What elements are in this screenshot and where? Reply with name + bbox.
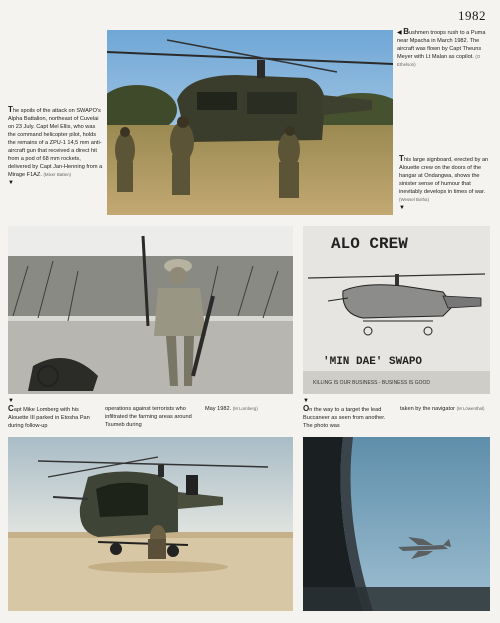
buccaneer-photo <box>303 437 490 611</box>
puma-caption: ◀ Bushmen troops rush to a Puma near Mpacha in March 1982. The aircraft was flown by Capt Theuns Meyer with Lt Malan as copilot. (O Ethelson) <box>397 27 486 67</box>
page-year: 1982 <box>458 8 486 23</box>
lomberg-caption-col1: ▼ Capt Mike Lomberg with his Alouette III parked in Etosha Pan during follow-up <box>8 398 90 429</box>
caption-pointer-icon: ▼ <box>8 398 14 404</box>
buccaneer-caption-col1: ▼ On the way to a target the lead Buccaneer as seen from another. The photo was <box>303 398 386 429</box>
lomberg-caption-col2: operations against terrorists who infiltrated the farming areas around Tsumeb during <box>105 406 192 428</box>
caption-pointer-icon: ▼ <box>399 205 405 211</box>
caption-pointer-icon: ◀ <box>397 30 402 36</box>
caption-pointer-icon: ▼ <box>8 180 14 186</box>
buccaneer-caption-col2: taken by the navigator (M Löwenthal) <box>400 406 485 412</box>
alouette-photo <box>8 437 293 611</box>
spoils-photo <box>8 226 293 394</box>
puma-photo <box>107 30 393 215</box>
sign-bottom-text: 'MIN DAE' SWAPO <box>323 356 423 368</box>
sign-caption: This large signboard, erected by an Alouette crew on the doors of the hangar at Ondangwa, shows the sinister sense of humour that inevitably develops in times of war. (Wessel Botha) ▼ <box>399 154 489 211</box>
sign-top-text: ALO CREW <box>331 235 408 253</box>
signboard-photo <box>303 226 490 394</box>
lomberg-caption-col3: May 1982. (M Lomberg) <box>205 406 258 412</box>
caption-pointer-icon: ▼ <box>303 398 309 404</box>
spoils-caption: The spoils of the attack on SWAPO's Alpha Battalion, northeast of Cuvelai on 23 July. Capt Mel Ellis, who was the command helicopter pilot, holds the remains of a ZPU-1 14,5 mm anti-aircraft gun that received a direct hit from a pod of 68 mm rockets, delivered by Capt Jan-Henning from a Mirage F1AZ. (Mixer Batten) ▼ <box>8 105 103 186</box>
sign-motto-text: KILLING IS OUR BUSINESS - BUSINESS IS GOOD <box>313 380 430 386</box>
